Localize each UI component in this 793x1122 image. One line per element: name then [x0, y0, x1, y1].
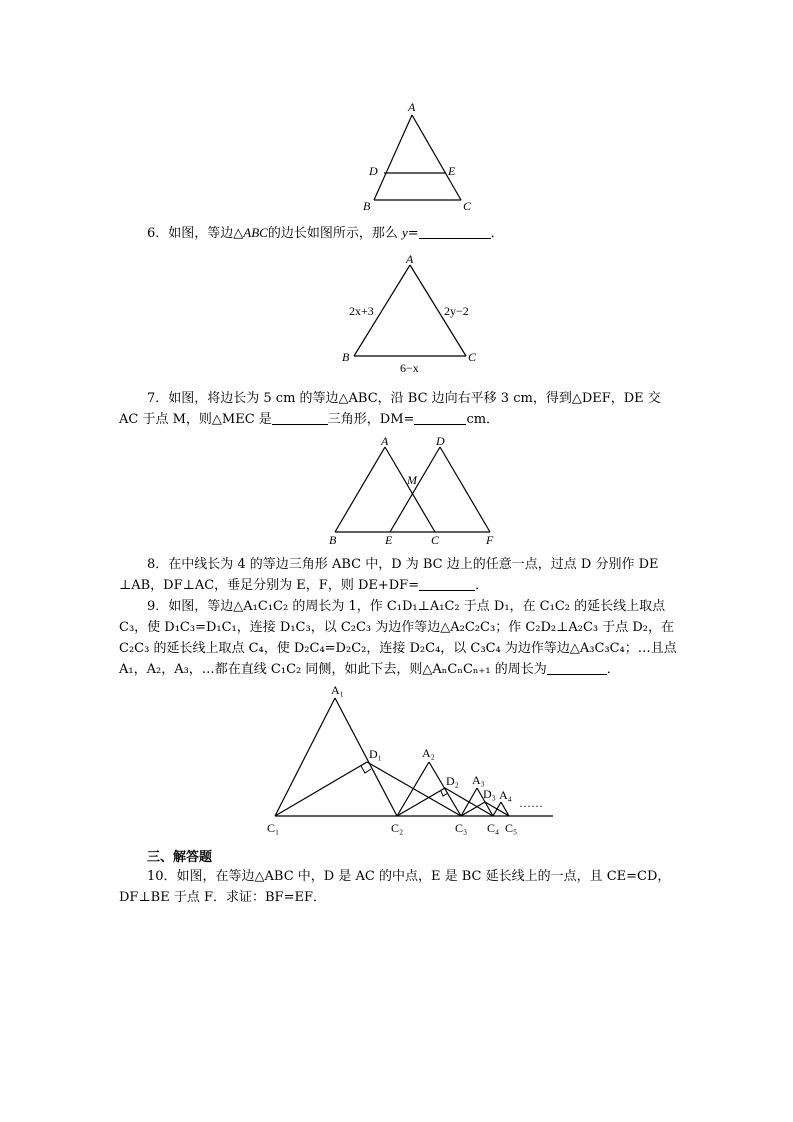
side-ac: [412, 115, 461, 200]
question-8-cont: [119, 575, 488, 596]
a2-c2: [397, 762, 429, 816]
label-c3: C₃: [455, 821, 468, 835]
q6-text-a: 如图，等边△: [168, 226, 244, 241]
side-ab-length: 2x+3: [349, 304, 374, 318]
label-f: F: [486, 533, 494, 547]
triangle-abc-ac: [385, 447, 435, 532]
label-a2: A₂: [422, 746, 435, 760]
figure-triangle-de: [355, 100, 485, 212]
triangle-def-de: [390, 447, 440, 532]
label-b: B: [363, 199, 371, 213]
label-a: A: [406, 252, 414, 266]
q7-line1: 7．如图，将边长为 5 cm 的等边△ABC，沿 BC 边向右平移 3 cm，得到△DEF，DE 交: [147, 391, 661, 406]
q6-abc: ABC: [243, 225, 268, 240]
q7-line2-b: 三角形，DM=: [327, 412, 415, 427]
q6-eq: =: [407, 226, 419, 241]
q6-end: ．: [490, 226, 504, 241]
question-9-cont2: [119, 638, 677, 659]
q8-line1: 8．在中线长为 4 的等边三角形 ABC 中，D 为 BC 边上的任意一点，过点 D 分别作 DE: [147, 557, 659, 572]
ellipsis: ……: [519, 796, 543, 810]
a2-c3: [429, 762, 461, 816]
label-e: E: [448, 164, 456, 178]
label-d: D: [369, 164, 378, 178]
question-6: [147, 222, 504, 244]
label-d: D: [436, 434, 445, 448]
triangle-abc-ab: [335, 447, 385, 532]
side-ac-length: 2y−2: [444, 304, 469, 318]
label-a3: A₃: [472, 773, 485, 787]
label-d1: D₁: [369, 747, 382, 761]
label-m: M: [407, 473, 417, 487]
side-ab: [374, 115, 412, 200]
label-d3: D₃: [483, 787, 496, 801]
q6-y: y: [401, 225, 408, 240]
question-7: [147, 388, 661, 409]
label-a: A: [381, 434, 389, 448]
label-c1: C₁: [267, 821, 280, 835]
label-e: E: [385, 533, 393, 547]
question-7-cont: [119, 409, 499, 430]
section-heading: 三、解答题: [147, 850, 213, 865]
label-c: C: [431, 533, 440, 547]
label-c: C: [463, 199, 472, 213]
question-9-cont: [119, 617, 674, 638]
label-c4: C₄: [487, 821, 500, 835]
q9-line4-b: ．: [606, 662, 620, 677]
a1-c2: [335, 698, 397, 816]
label-c2: C₂: [391, 821, 404, 835]
q7-line2-c: cm．: [466, 412, 500, 427]
figure-triangle-sequence: [265, 680, 565, 838]
question-9-cont3: [119, 659, 620, 680]
question-10-cont: [119, 887, 326, 908]
right-angle-d1: [361, 766, 371, 773]
q6-number: 6．: [147, 226, 169, 241]
q9-answer-blank: [547, 660, 607, 675]
label-b: B: [329, 533, 337, 547]
q7-blank-dm: [414, 410, 466, 425]
q10-line1: 10．如图，在等边△ABC 中，D 是 AC 的中点，E 是 BC 延长线上的一点，且 CE=CD，: [147, 869, 671, 884]
label-c: C: [468, 350, 477, 364]
q8-line2-b: ．: [475, 578, 489, 593]
figure-translated-triangles: [325, 432, 505, 550]
q7-blank-shape: [272, 410, 328, 425]
q6-answer-blank: [419, 224, 491, 239]
question-10: [147, 866, 670, 887]
label-c5: C₅: [505, 821, 518, 835]
side-bc-length: 6−x: [400, 361, 419, 375]
q8-answer-blank: [419, 576, 475, 591]
figure-triangle-sides: [340, 250, 490, 375]
q8-line2-a: ⊥AB，DF⊥AC，垂足分别为 E，F，则 DE+DF=: [119, 578, 420, 593]
label-a: A: [408, 100, 416, 114]
q10-line2: DF⊥BE 于点 F．求证：BF=EF．: [119, 890, 326, 905]
label-d2: D₂: [446, 774, 459, 788]
q7-line2-a: AC 于点 M，则△MEC 是: [119, 412, 272, 427]
q9-line2: C₃，使 D₁C₃=D₁C₁，连接 D₁C₃，以 C₂C₃ 为边作等边△A₂C₂C₃；作 C₂D₂⊥A₂C₃ 于点 D₂，在: [119, 620, 674, 635]
label-b: B: [342, 350, 350, 364]
a4-c4: [493, 802, 501, 816]
q9-line4-a: A₁，A₂，A₃，…都在直线 C₁C₂ 同侧，如此下去，则△AₙCₙCₙ₊₁ 的周长为: [119, 662, 547, 677]
q6-text-c: 的边长如图所示，那么: [267, 226, 402, 241]
question-9: [147, 596, 665, 617]
label-a4: A₄: [499, 788, 512, 802]
question-8: [147, 554, 659, 575]
label-a1: A₁: [331, 683, 344, 697]
q9-line3: C₂C₃ 的延长线上取点 C₄，使 D₂C₄=D₂C₂，连接 D₂C₄，以 C₃C₄ 为边作等边△A₃C₃C₄；…且点: [119, 641, 677, 656]
q9-line1: 9．如图，等边△A₁C₁C₂ 的周长为 1，作 C₁D₁⊥A₁C₂ 于点 D₁，在 C₁C₂ 的延长线上取点: [147, 599, 666, 614]
triangle-def-df: [440, 447, 490, 532]
